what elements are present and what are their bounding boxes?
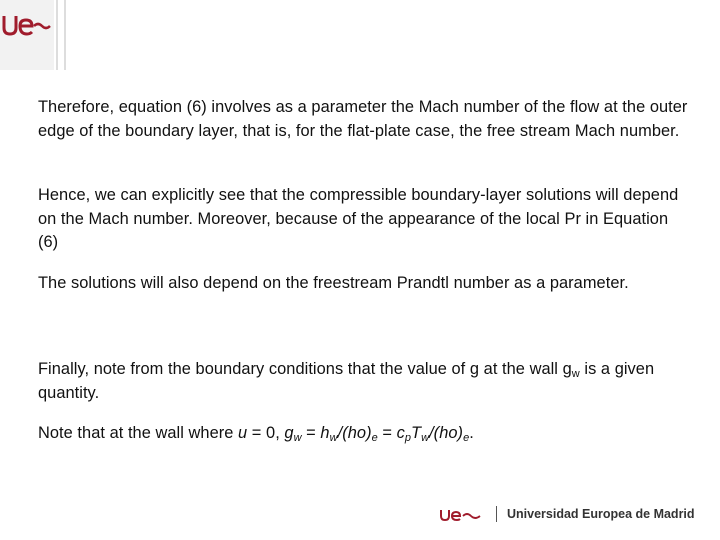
text-segment: Finally, note from the boundary conditions that the value of g at the wall g	[38, 360, 572, 378]
variable-u: u	[238, 424, 248, 442]
variable-h: h	[320, 424, 330, 442]
subscript-w: w	[421, 432, 430, 444]
university-name: Universidad Europea de Madrid	[507, 507, 695, 521]
subscript-w: w	[329, 432, 338, 444]
text-segment: is a given quantity.	[38, 360, 655, 402]
paragraph-wall-boundary	[38, 358, 688, 405]
footer-divider	[496, 506, 497, 522]
variable-T: T	[411, 424, 422, 442]
text-segment: = 0,	[247, 424, 285, 442]
text-segment: )	[457, 424, 464, 442]
subscript-e: e	[371, 432, 378, 444]
text-segment: .	[469, 424, 474, 442]
text-segment: /(	[337, 424, 348, 442]
subscript-e: e	[463, 432, 470, 444]
ue-logo-icon	[2, 8, 52, 40]
footer-branding	[440, 502, 695, 526]
variable-g: g	[284, 424, 294, 442]
paragraph-mach-parameter: Therefore, equation (6) involves as a parameter the Mach number of the flow at the outer edge of the boundary layer, that is, for the flat-plate case, the free stream Mach number.	[38, 98, 688, 140]
variable-rho: ho	[439, 424, 458, 442]
text-segment: =	[377, 424, 397, 442]
text-segment: /(	[429, 424, 440, 442]
paragraph-prandtl-dependence: The solutions will also depend on the freestream Prandtl number as a parameter.	[38, 274, 629, 292]
variable-c: c	[396, 424, 405, 442]
paragraph-mach-dependence: Hence, we can explicitly see that the compressible boundary-layer solutions will depend on the Mach number. Moreover, because of the appearance of the local Pr in Equation (6)	[38, 186, 679, 251]
subscript-w: w	[571, 368, 580, 380]
subscript-p: p	[404, 432, 412, 444]
variable-rho: ho	[347, 424, 367, 442]
text-segment: Note that at the wall where	[38, 424, 239, 442]
paragraph-wall-equation	[38, 422, 688, 446]
ue-logo-icon	[440, 506, 482, 522]
header-divider-line	[56, 0, 58, 70]
subscript-w: w	[293, 432, 302, 444]
top-logo-block	[0, 0, 54, 70]
text-segment: )	[366, 424, 372, 442]
header-divider-line	[64, 0, 66, 70]
text-segment: =	[301, 424, 321, 442]
